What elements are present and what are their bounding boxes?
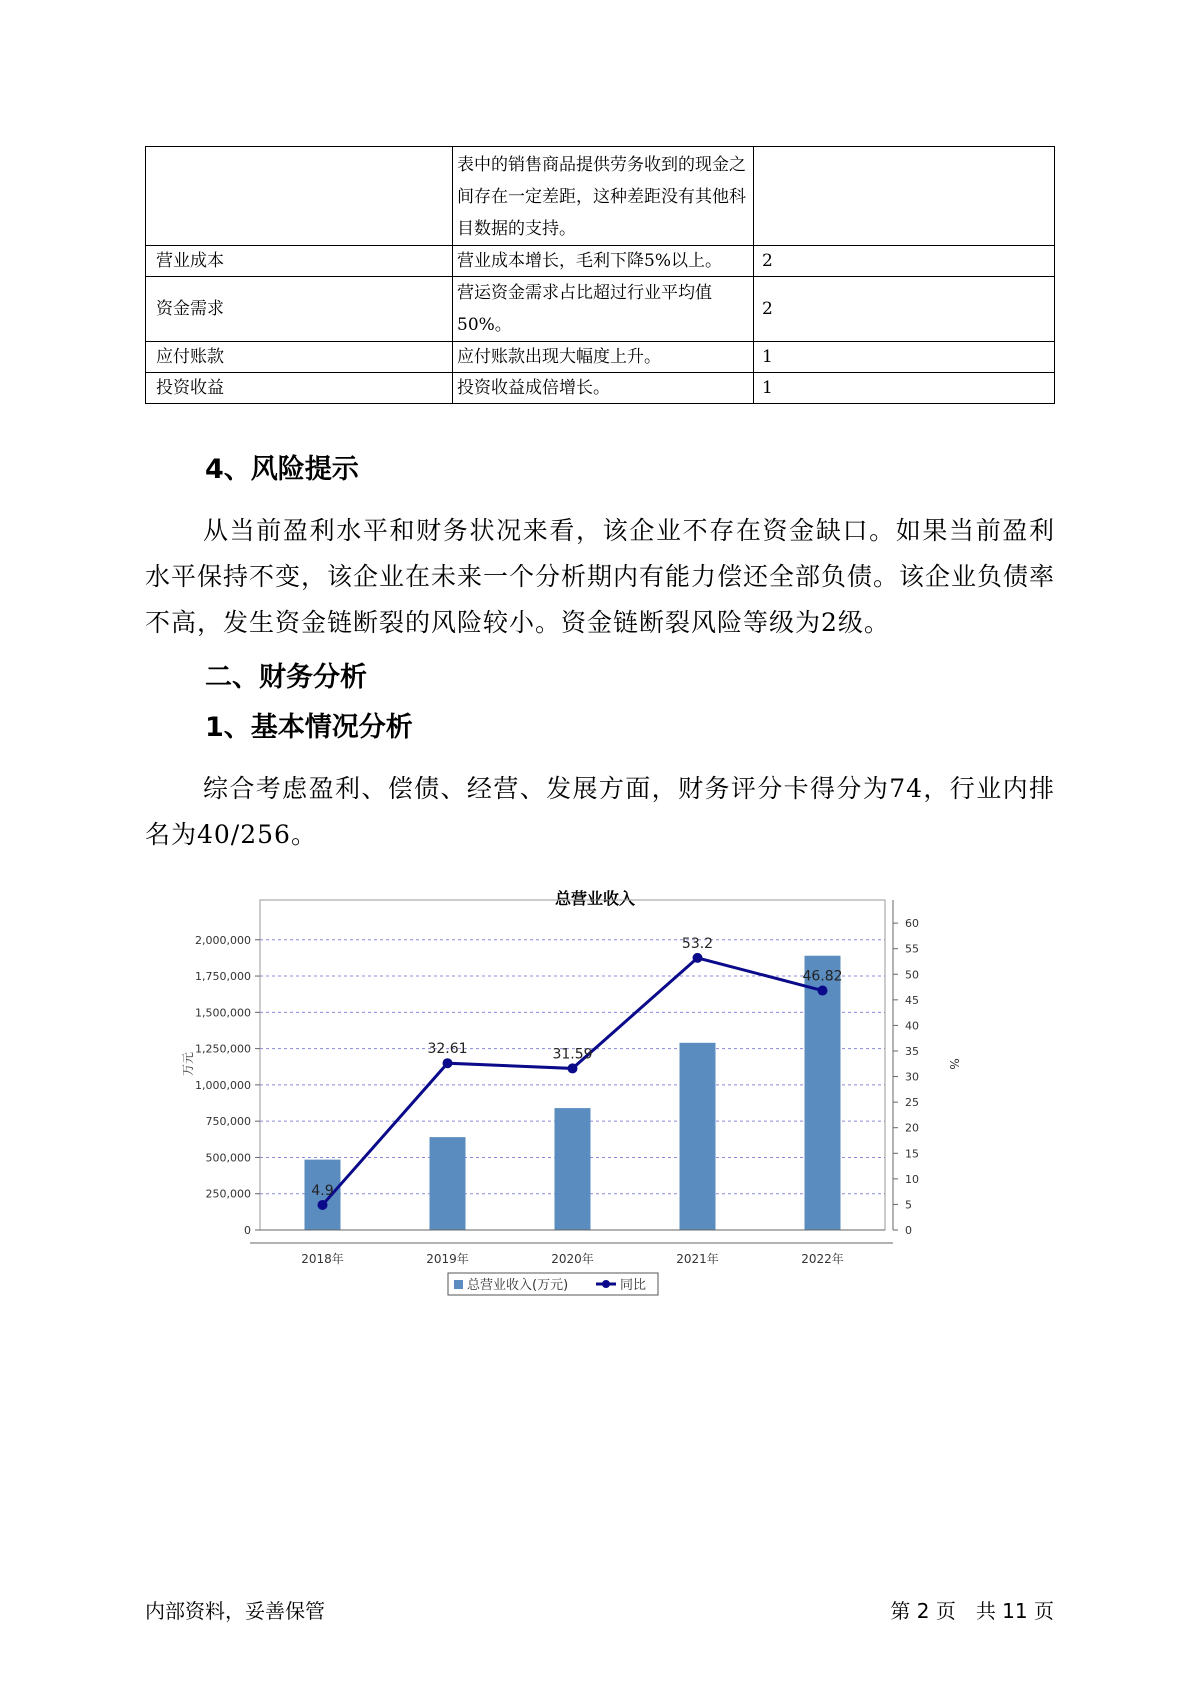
score-cell bbox=[754, 147, 1055, 246]
y2-tick-label: 30 bbox=[905, 1070, 919, 1084]
basic-heading: 1、基本情况分析 bbox=[205, 712, 413, 743]
data-label: 31.59 bbox=[552, 1046, 593, 1063]
y-tick-label: 1,250,000 bbox=[195, 1042, 251, 1056]
line-point bbox=[443, 1058, 453, 1068]
bar bbox=[680, 1043, 716, 1230]
desc-cell: 投资收益成倍增长。 bbox=[453, 373, 754, 404]
risk-indicator-table bbox=[145, 146, 1055, 404]
score-cell: 1 bbox=[754, 373, 1055, 404]
y2-tick-label: 35 bbox=[905, 1044, 919, 1058]
y-tick-label: 250,000 bbox=[205, 1187, 251, 1201]
legend-line-label: 同比 bbox=[620, 1278, 647, 1293]
revenue-chart bbox=[180, 880, 1040, 1340]
y2-tick-label: 15 bbox=[905, 1147, 919, 1161]
y2-tick-label: 50 bbox=[905, 968, 919, 982]
table-row bbox=[146, 246, 1055, 277]
score-cell: 2 bbox=[754, 246, 1055, 277]
table-row bbox=[146, 277, 1055, 342]
item-cell bbox=[146, 147, 453, 246]
bar-series bbox=[305, 956, 841, 1230]
y-tick-label: 750,000 bbox=[205, 1115, 251, 1129]
y2-axis-label: % bbox=[947, 1058, 961, 1070]
legend-line-marker bbox=[602, 1280, 610, 1288]
item-cell: 投资收益 bbox=[146, 373, 453, 404]
x-tick-label: 2019年 bbox=[426, 1252, 469, 1266]
footer-confidential: 内部资料，妥善保管 bbox=[145, 1599, 325, 1623]
y2-tick-label: 5 bbox=[905, 1198, 912, 1212]
y-tick-label: 0 bbox=[244, 1224, 251, 1237]
x-tick-label: 2020年 bbox=[551, 1252, 594, 1266]
risk-heading: 4、风险提示 bbox=[205, 454, 359, 485]
y2-tick-label: 20 bbox=[905, 1121, 919, 1135]
score-cell: 2 bbox=[754, 277, 1055, 342]
score-cell: 1 bbox=[754, 342, 1055, 373]
legend-bar-swatch bbox=[454, 1280, 463, 1289]
line-point bbox=[568, 1063, 578, 1073]
x-tick-label: 2021年 bbox=[676, 1252, 719, 1266]
y2-tick-label: 55 bbox=[905, 942, 919, 956]
y2-tick-label: 10 bbox=[905, 1172, 919, 1186]
desc-cell: 营运资金需求占比超过行业平均值50%。 bbox=[453, 277, 754, 342]
finance-heading: 二、财务分析 bbox=[205, 662, 367, 693]
y2-tick-label: 45 bbox=[905, 993, 919, 1007]
y-tick-label: 1,000,000 bbox=[195, 1078, 251, 1092]
line-point bbox=[318, 1200, 328, 1210]
line-point bbox=[818, 986, 828, 996]
x-tick-label: 2018年 bbox=[301, 1252, 344, 1266]
y2-tick-label: 40 bbox=[905, 1019, 919, 1033]
bar bbox=[430, 1137, 466, 1230]
y-tick-label: 1,750,000 bbox=[195, 970, 251, 984]
y2-tick-label: 0 bbox=[905, 1224, 912, 1237]
bar bbox=[555, 1108, 591, 1230]
y-tick-label: 500,000 bbox=[205, 1151, 251, 1165]
risk-paragraph: 从当前盈利水平和财务状况来看，该企业不存在资金缺口。如果当前盈利水平保持不变，该企业在未来一个分析期内有能力偿还全部负债。该企业负债率不高，发生资金链断裂的风险较小。资金链断裂风险等级为2级。 bbox=[145, 516, 1056, 637]
y-tick-label: 1,500,000 bbox=[195, 1006, 251, 1020]
x-tick-label: 2022年 bbox=[801, 1252, 844, 1266]
y-tick-label: 2,000,000 bbox=[195, 933, 251, 947]
legend-bar-label: 总营业收入(万元) bbox=[467, 1278, 569, 1293]
item-cell: 营业成本 bbox=[146, 246, 453, 277]
table-row bbox=[146, 373, 1055, 404]
item-cell: 应付账款 bbox=[146, 342, 453, 373]
table-row bbox=[146, 147, 1055, 246]
desc-cell: 表中的销售商品提供劳务收到的现金之间存在一定差距，这种差距没有其他科目数据的支持。 bbox=[453, 147, 754, 246]
y-axis-label: 万元 bbox=[181, 1051, 195, 1077]
data-label: 32.61 bbox=[427, 1041, 468, 1058]
y2-tick-label: 60 bbox=[905, 917, 919, 931]
table-row bbox=[146, 342, 1055, 373]
basic-paragraph: 综合考虑盈利、偿债、经营、发展方面，财务评分卡得分为74，行业内排名为40/256。 bbox=[145, 774, 1055, 849]
footer-page-number: 第 2 页 共 11 页 bbox=[890, 1599, 1054, 1623]
bar bbox=[805, 956, 841, 1230]
desc-cell: 营业成本增长，毛利下降5%以上。 bbox=[453, 246, 754, 277]
data-label: 46.82 bbox=[802, 968, 843, 985]
chart-title: 总营业收入 bbox=[554, 889, 636, 908]
line-point bbox=[693, 953, 703, 963]
chart-legend bbox=[448, 1273, 658, 1295]
data-label: 53.2 bbox=[681, 935, 714, 952]
desc-cell: 应付账款出现大幅度上升。 bbox=[453, 342, 754, 373]
item-cell: 资金需求 bbox=[146, 277, 453, 342]
data-label: 4.9 bbox=[311, 1182, 334, 1199]
y2-tick-label: 25 bbox=[905, 1096, 919, 1110]
